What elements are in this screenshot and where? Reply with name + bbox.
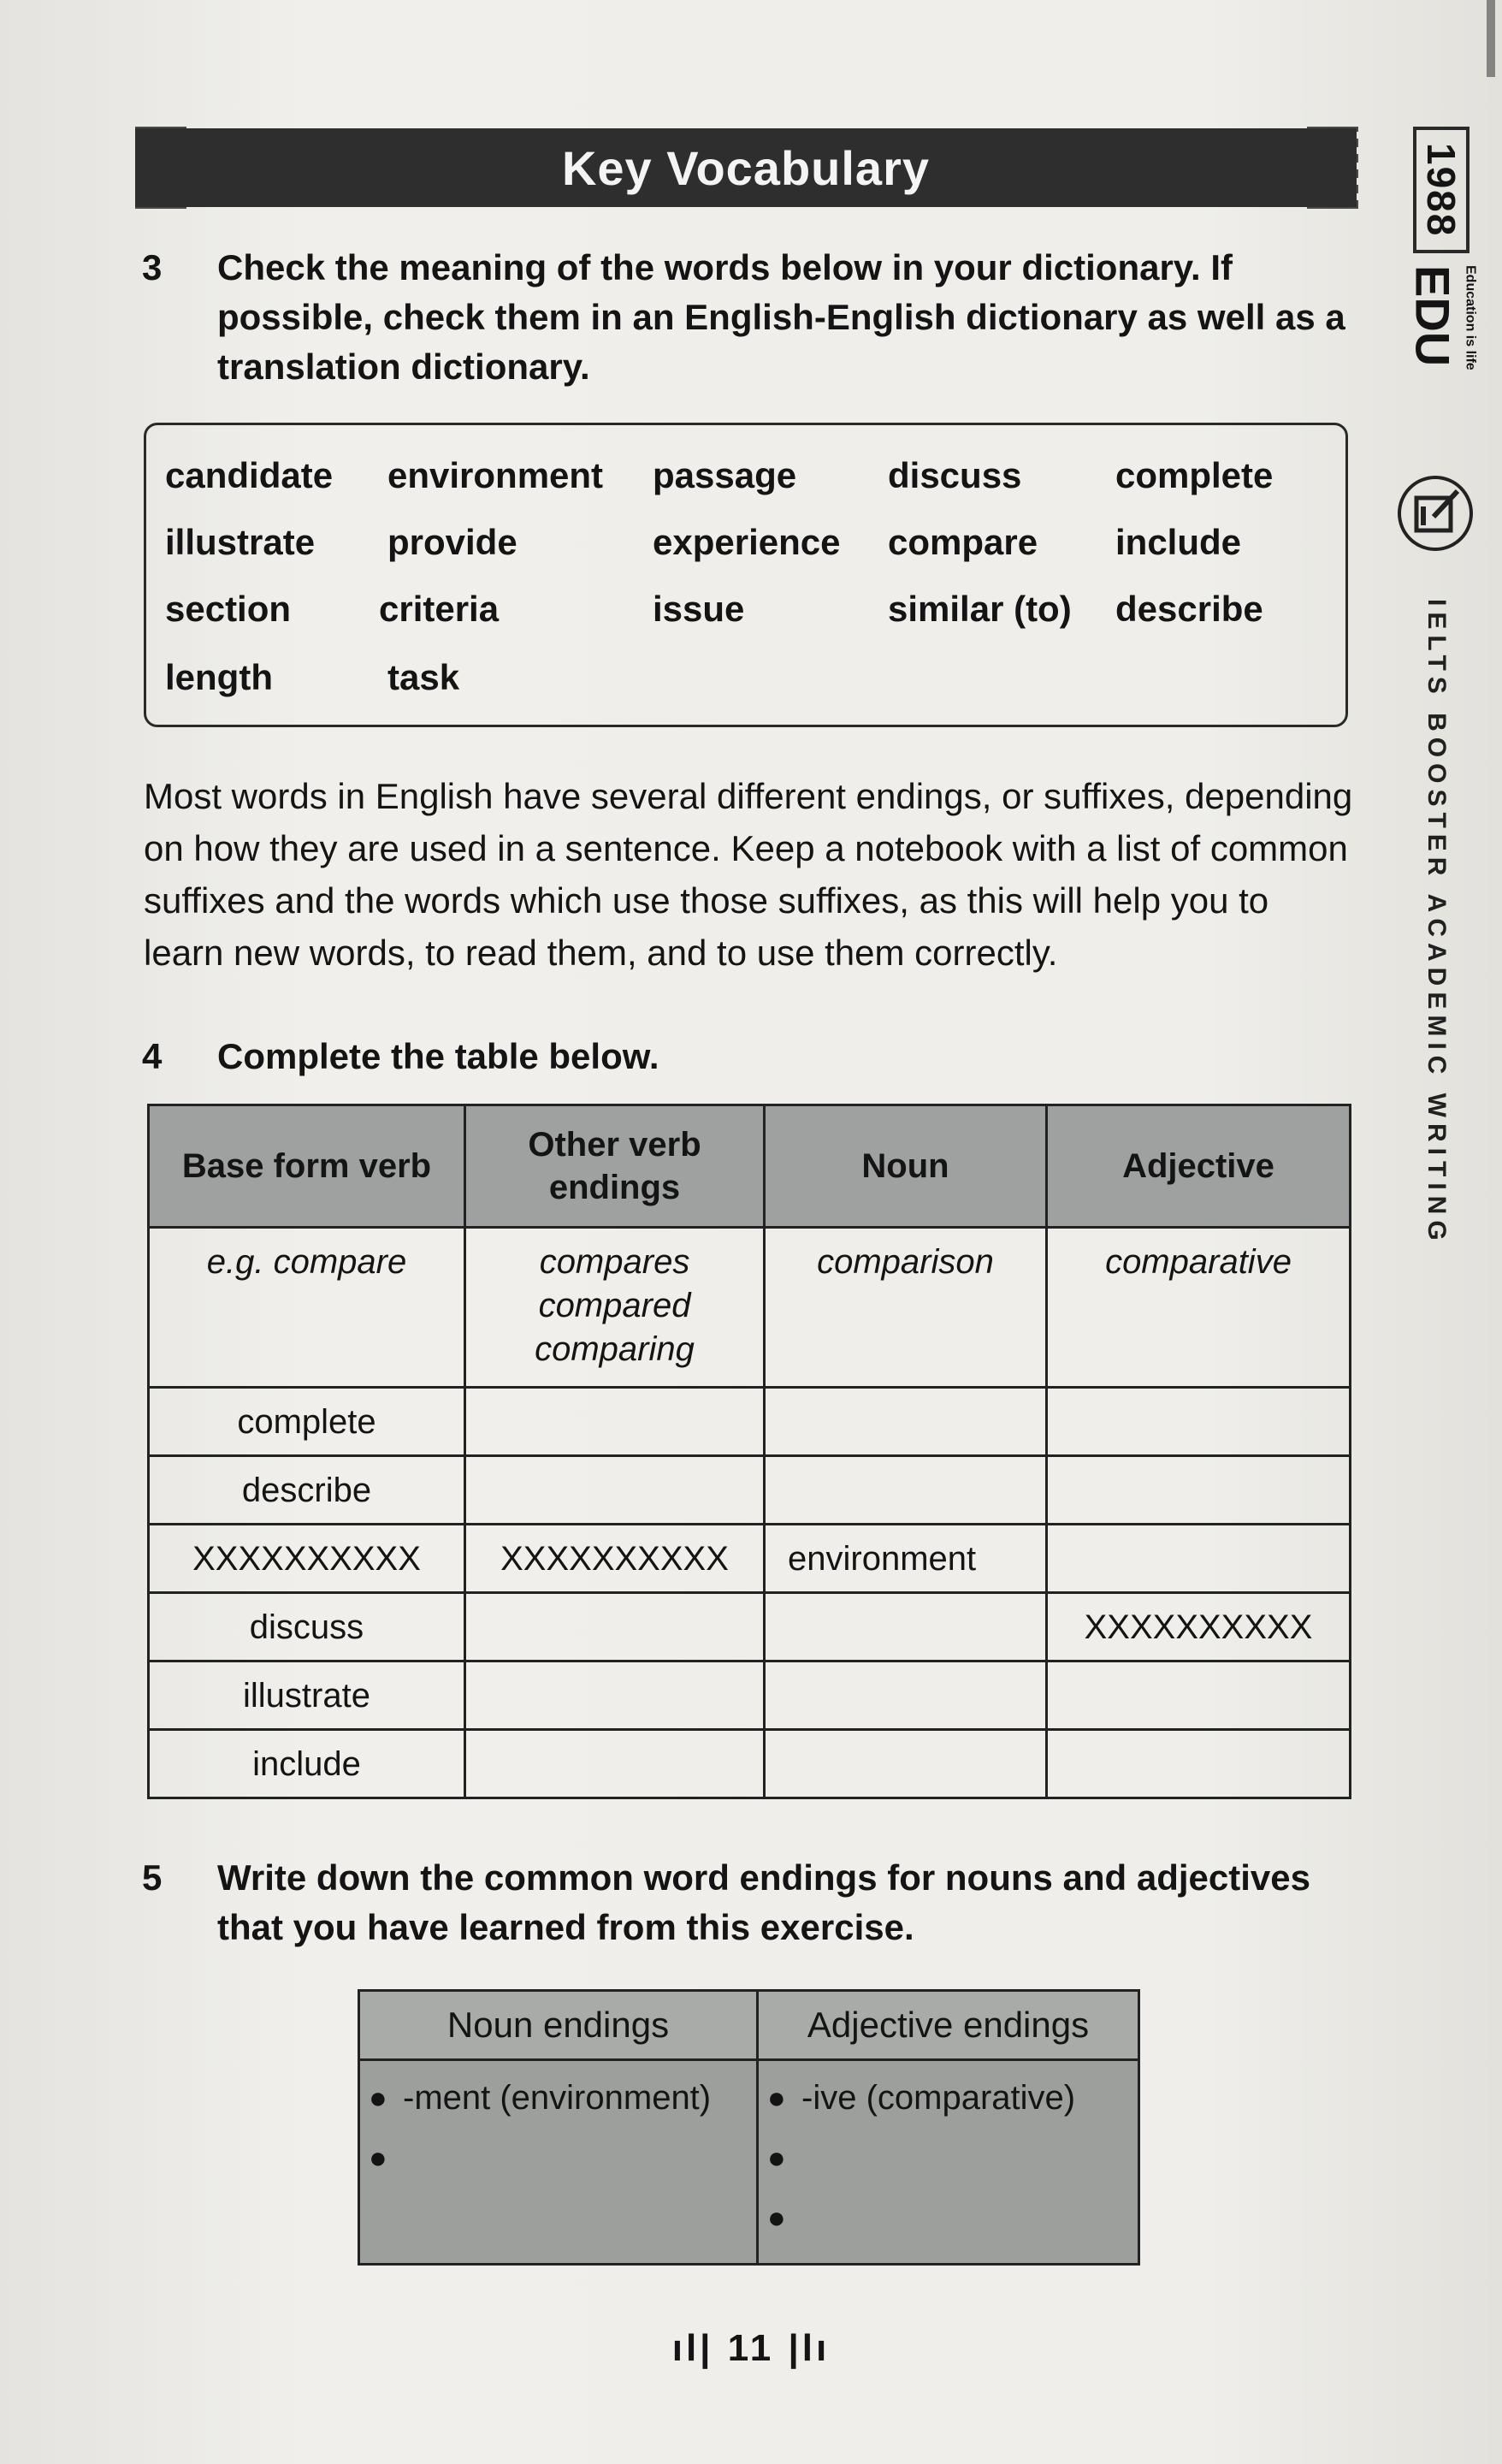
example-ending: comparing (535, 1330, 695, 1368)
word: illustrate (165, 522, 316, 562)
exercise-instruction: Complete the table below. (217, 1036, 659, 1076)
base-verb-cell: complete (149, 1388, 465, 1456)
intro-paragraph: Most words in English have several different endings, or suffixes, depending on how they are used in a sentence. Keep a notebook with a list of common suffixes and the words which use those suffixes, as this will help you to learn new words, to read them, and to use them correctly. (144, 776, 1353, 973)
book-title: IELTS BOOSTER ACADEMIC WRITING (1422, 599, 1451, 1247)
exercise-number: 5 (142, 1857, 163, 1898)
word: compare (888, 522, 1038, 562)
page-number-ornament-right-icon: |lı (788, 2327, 831, 2369)
column-header: Other verb endings (465, 1105, 765, 1228)
answer-cell[interactable] (1047, 1525, 1351, 1593)
writing-book-icon (1394, 472, 1476, 554)
section-banner (135, 128, 1357, 207)
table-row (149, 1456, 1351, 1525)
exercise-number: 3 (142, 247, 163, 287)
word: similar (to) (888, 589, 1072, 629)
word-endings-table (358, 1989, 1140, 2266)
publisher-logo (1413, 127, 1469, 253)
answer-cell[interactable] (465, 1730, 765, 1798)
word: provide (387, 522, 517, 562)
example-base: e.g. compare (149, 1228, 465, 1388)
base-verb-cell: illustrate (149, 1661, 465, 1730)
word: candidate (165, 455, 334, 495)
answer-cell[interactable] (465, 1661, 765, 1730)
exercise-5 (142, 1853, 1357, 1952)
answer-cell[interactable] (1047, 1661, 1351, 1730)
answer-cell[interactable] (1047, 1456, 1351, 1525)
example-row (149, 1228, 1351, 1388)
example-adjective: comparative (1047, 1228, 1351, 1388)
table-row (359, 2060, 1139, 2265)
table-row (149, 1593, 1351, 1661)
base-verb-cell: describe (149, 1456, 465, 1525)
word: include (1115, 522, 1242, 562)
bullet-icon: ● (369, 2140, 387, 2175)
word: experience (653, 522, 841, 562)
exercise-number: 4 (142, 1036, 163, 1076)
word: length (165, 657, 273, 697)
section-title: Key Vocabulary (561, 140, 931, 195)
table-row (149, 1661, 1351, 1730)
column-header: Noun endings (359, 1991, 758, 2060)
list-item[interactable] (767, 2188, 1129, 2248)
list-item (767, 2068, 1129, 2128)
bullet-icon: ● (767, 2080, 786, 2115)
example-ending: compares (539, 1243, 690, 1281)
list-item[interactable] (369, 2128, 748, 2188)
answer-cell[interactable] (765, 1456, 1047, 1525)
table-row (149, 1730, 1351, 1798)
adjective-endings-cell (758, 2060, 1139, 2265)
word: discuss (888, 455, 1022, 495)
word: section (165, 589, 292, 629)
ending-example: -ment (environment) (403, 2078, 712, 2117)
base-verb-cell: include (149, 1730, 465, 1798)
table-row (149, 1388, 1351, 1456)
exercise-4 (142, 1032, 1357, 1081)
word: describe (1115, 589, 1263, 629)
noun-cell: environment (765, 1525, 1047, 1593)
answer-cell[interactable] (765, 1661, 1047, 1730)
vocabulary-word-box (144, 423, 1348, 727)
table-header-row (359, 1991, 1139, 2060)
example-other-endings (465, 1228, 765, 1388)
exercise-instruction: Check the meaning of the words below in your dictionary. If possible, check them in an English-English dictionary as well as a translation dictionary. (217, 247, 1345, 387)
list-item[interactable] (767, 2128, 1129, 2188)
word-forms-table (147, 1104, 1351, 1799)
example-ending: compared (538, 1287, 691, 1324)
page-number-ornament-left-icon: ıl| (671, 2327, 714, 2369)
logo-edu: EDU (1405, 265, 1460, 367)
table-header-row (149, 1105, 1351, 1228)
exercise-3 (142, 243, 1357, 392)
column-header: Base form verb (149, 1105, 465, 1228)
word: complete (1115, 455, 1274, 495)
word: environment (387, 455, 604, 495)
answer-cell[interactable] (765, 1593, 1047, 1661)
page-edge (1487, 0, 1495, 77)
answer-cell[interactable] (465, 1456, 765, 1525)
list-item (369, 2068, 748, 2128)
word: passage (653, 455, 797, 495)
column-header: Adjective endings (758, 1991, 1139, 2060)
column-header: Noun (765, 1105, 1047, 1228)
word: issue (653, 589, 745, 629)
bullet-icon: ● (767, 2200, 786, 2235)
example-noun: comparison (765, 1228, 1047, 1388)
page-number-value: 11 (727, 2327, 775, 2369)
answer-cell[interactable] (1047, 1388, 1351, 1456)
answer-cell[interactable] (465, 1593, 765, 1661)
answer-cell[interactable] (765, 1388, 1047, 1456)
logo-tagline: Education is life (1463, 265, 1478, 370)
blocked-cell: XXXXXXXXXX (1047, 1593, 1351, 1661)
table-row (149, 1525, 1351, 1593)
blocked-cell: XXXXXXXXXX (465, 1525, 765, 1593)
bullet-icon: ● (767, 2140, 786, 2175)
banner-ornament-right (1307, 127, 1358, 209)
logo-number: 1988 (1419, 142, 1464, 238)
blocked-cell: XXXXXXXXXX (149, 1525, 465, 1593)
ending-example: -ive (comparative) (801, 2078, 1076, 2117)
exercise-instruction: Write down the common word endings for nouns and adjectives that you have learned from this exercise. (217, 1857, 1311, 1947)
answer-cell[interactable] (465, 1388, 765, 1456)
noun-endings-cell (359, 2060, 758, 2265)
publisher-logo-text (1405, 265, 1478, 370)
base-verb-cell: discuss (149, 1593, 465, 1661)
column-header: Adjective (1047, 1105, 1351, 1228)
answer-cell[interactable] (765, 1730, 1047, 1798)
bullet-icon: ● (369, 2080, 387, 2115)
word: criteria (379, 589, 500, 629)
page-number (0, 2327, 1502, 2370)
word: task (387, 657, 460, 697)
answer-cell[interactable] (1047, 1730, 1351, 1798)
